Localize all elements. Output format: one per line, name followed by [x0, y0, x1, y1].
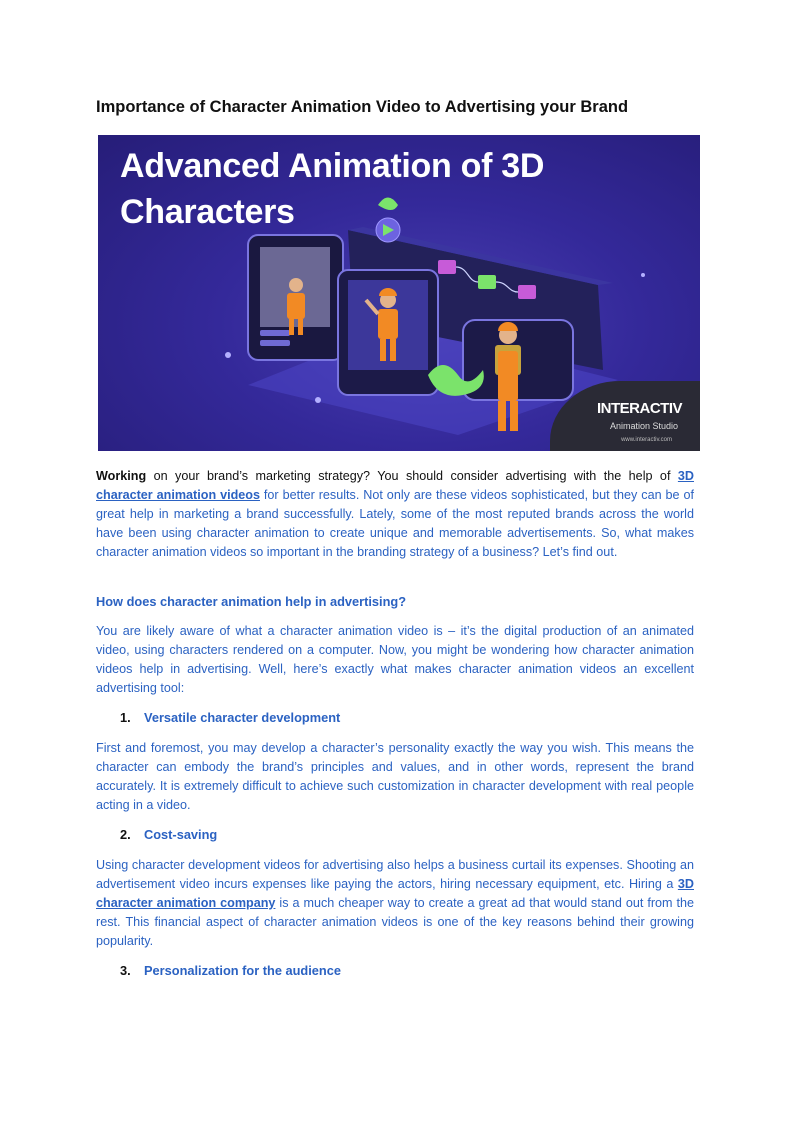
link-3d-character-animation-company[interactable]: 3D character animation company: [96, 877, 694, 910]
list-item-label: Personalization for the audience: [144, 963, 341, 978]
list-item-number: 3.: [120, 963, 131, 978]
intro-text-before-link: on your brand’s marketing strategy? You should consider advertising with the help of: [146, 469, 678, 483]
section-paragraph: You are likely aware of what a character animation video is – it’s the digital production of an animated video, using characters rendered on a computer. Now, you might be wondering how character animation videos help in advertising. Well, here’s exactly what makes character animation videos an excellent advertising tool:: [96, 624, 694, 695]
link-3d-character-animation-videos[interactable]: 3D character animation videos: [96, 469, 694, 502]
list-item-paragraph: [96, 856, 694, 951]
list-item-paragraph: First and foremost, you may develop a character’s personality exactly the way you wish. This means the character can embody the brand’s principles and values, and in other words, represent the brand accurately. It is extremely difficult to achieve such customization in character development with real people acting in a video.: [96, 741, 694, 812]
banner-title: [120, 143, 544, 235]
banner-title-line-2: Characters: [120, 193, 295, 231]
cost-text-after-link: is a much cheaper way to create a great ad that would stand out from the rest. This financial aspect of character animation videos is one of the key reasons behind their growing popularity.: [96, 896, 694, 948]
studio-logo-url: www.interactiv.com: [621, 437, 672, 443]
list-item: [120, 827, 217, 842]
intro-paragraph: [96, 467, 694, 562]
list-item-number: 1.: [120, 710, 131, 725]
list-item-label: Cost-saving: [144, 827, 218, 842]
studio-logo-subtitle: Animation Studio: [609, 421, 678, 431]
intro-bold-word: Working: [96, 469, 147, 483]
studio-logo: INTERACTIV: [597, 400, 682, 417]
list-item: [120, 963, 341, 978]
list-item-label: Versatile character development: [144, 710, 341, 725]
hero-banner-image: [98, 135, 700, 451]
banner-title-line-1: Advanced Animation of 3D: [120, 147, 545, 185]
list-item: [120, 710, 340, 725]
list-item-number: 2.: [120, 827, 131, 842]
intro-text-after-link: for better results. Not only are these videos sophisticated, but they can be of great help in marketing a brand successfully. Lately, some of the most reputed brands across the world have been using character animation to create unique and memorable advertisements. So, what makes character animation videos so important in the branding strategy of a business? Let’s find out.: [96, 488, 694, 559]
cost-text-before-link: Using character development videos for advertising also helps a business curtail its expenses. Shooting an advertisement video incurs expenses like paying the actors, hiring necessary equipment, etc. Hiring a: [96, 858, 694, 891]
page-title: Importance of Character Animation Video to Advertising your Brand: [96, 98, 629, 116]
section-heading: How does character animation help in advertising?: [96, 594, 407, 609]
